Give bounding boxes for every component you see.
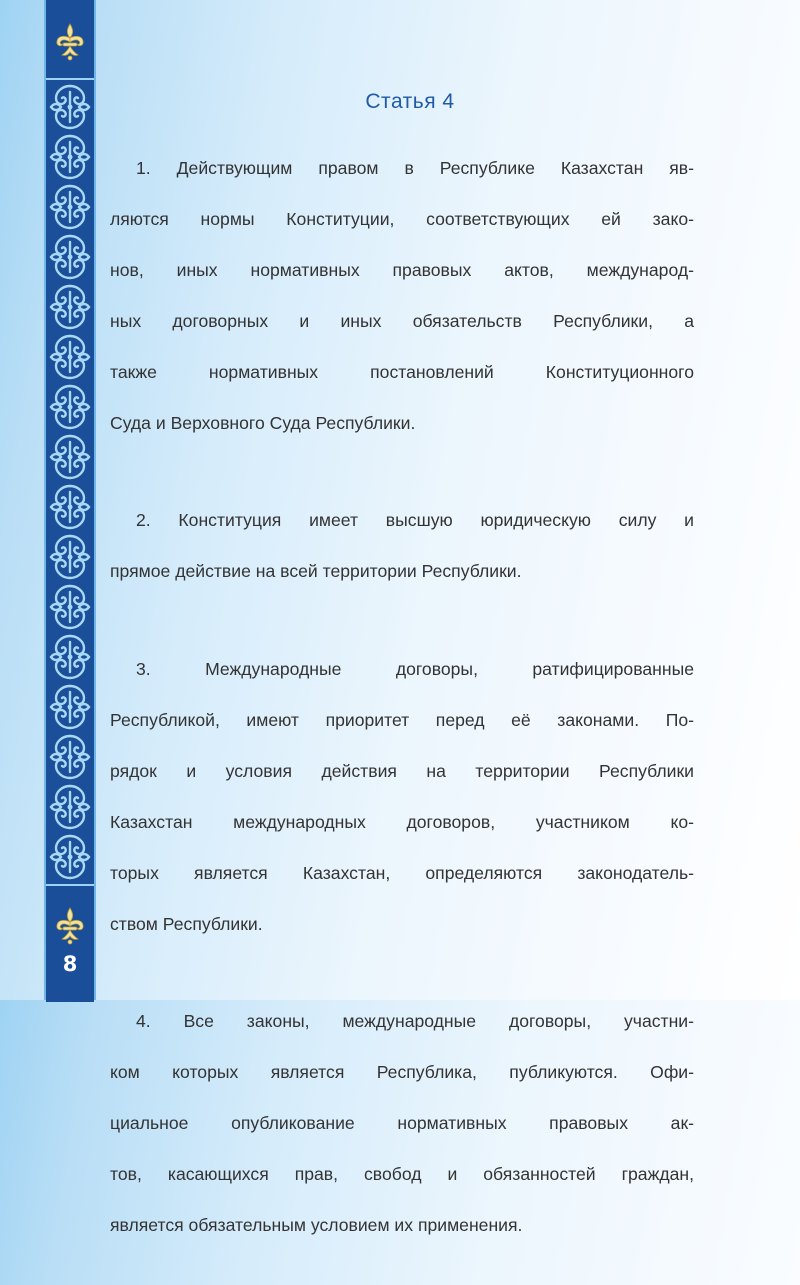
paragraph-1 [110, 130, 694, 462]
text-line: является обязательным условием их применения. [110, 1215, 523, 1235]
text-line: торых является Казахстан, определяются законодатель- [110, 862, 694, 883]
text-line: нов, иных нормативных правовых актов, международ- [110, 259, 694, 280]
paragraph-3 [110, 631, 694, 963]
text-line: Суда и Верховного Суда Республики. [110, 412, 416, 433]
text-line: рядок и условия действия на территории Республики [110, 760, 694, 781]
article-body [110, 130, 694, 1285]
text-line: Казахстан международных договоров, участником ко- [110, 811, 694, 832]
text-line: 3. Международные договоры, ратифицированные [136, 658, 694, 679]
text-line: циальное опубликование нормативных правовых ак- [110, 1113, 694, 1133]
text-line: прямое действие на всей территории Республики. [110, 561, 522, 581]
ornament-strip [44, 0, 96, 1000]
fleur-de-lis-icon [52, 906, 88, 946]
text-line: 4. Все законы, международные договоры, участни- [136, 1011, 694, 1031]
paragraph-4 [110, 984, 694, 1265]
text-line: ством Республики. [110, 913, 263, 934]
text-line: также нормативных постановлений Конституционного [110, 361, 694, 382]
text-line: ных договорных и иных обязательств Республики, а [110, 310, 694, 331]
text-line: 1. Действующим правом в Республике Казахстан яв- [136, 157, 694, 178]
article-heading: Статья 4 [365, 90, 455, 113]
page-number: 8 [62, 952, 78, 976]
text-line: ком которых является Республика, публикуются. Офи- [110, 1062, 694, 1082]
text-line: тов, касающихся прав, свобод и обязанностей граждан, [110, 1164, 694, 1184]
text-line: ляются нормы Конституции, соответствующих ей зако- [110, 208, 694, 229]
fleur-de-lis-icon [52, 22, 88, 62]
strip-bottom-block [46, 884, 94, 1002]
text-line: 2. Конституция имеет высшую юридическую силу и [136, 510, 694, 530]
text-line: Республикой, имеют приоритет перед её законами. По- [110, 709, 694, 730]
strip-top-block [46, 0, 94, 80]
ornament-pattern [48, 82, 92, 882]
paragraph-2 [110, 483, 694, 611]
